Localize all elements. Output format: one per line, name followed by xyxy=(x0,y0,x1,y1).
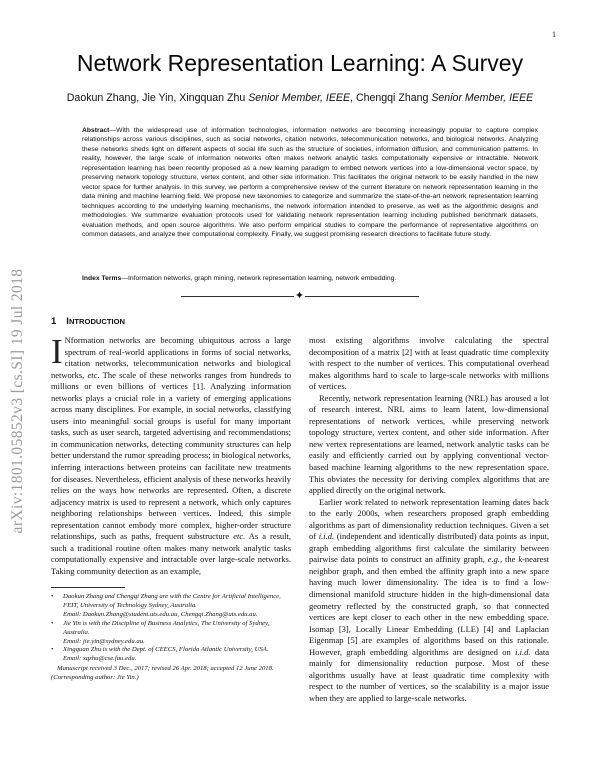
intro-text-lead: Nformation networks are becoming ubiquitous across a large spectrum of real-world applications in forms of social networks, citation networks, telecommunication networks and biological networks, xyxy=(51,335,291,380)
body-paragraph: most existing algorithms involve calculating the spectral decomposition of a matrix [2] with at least quadratic time complexity with respect to the number of vertices. This computational overhead makes algorithms hard to scale to large-scale networks with millions of vertices. xyxy=(309,335,549,392)
paper-title: Network Representation Learning: A Survey xyxy=(76,50,524,76)
intro-etc-2: etc. xyxy=(233,531,246,542)
para-text: (independent and identically distributed) data points as input, graph embedding algorithms first calculate the similarity between pairwise data points to construct an affinity graph, xyxy=(309,531,549,565)
para-k: k xyxy=(518,554,523,565)
para-text: Earlier work related to network representation learning dates back to the early 2000s, when researchers proposed graph embedding algorithms as part of dimensionality reduction techniques. Given a set of xyxy=(309,496,549,542)
footnote-rule xyxy=(51,587,125,588)
footnote-email[interactable]: Email: jie.yin@sydney.edu.au. xyxy=(63,637,145,645)
left-column xyxy=(51,332,292,577)
drop-cap: I xyxy=(51,332,63,371)
para-eg: e.g. xyxy=(487,554,501,565)
abstract-text: —With the widespread use of information technologies, information networks are becoming increasingly popular to capture complex relationships across various disciplines, such as social networks, citation networks, telecommunication networks, and biological networks. Analyzing these networks sheds light on different aspects of social life such as the structure of societies, information diffusion, and communication patterns. In reality, however, the large scale of information networks often makes network analytic tasks computationally expensive or intractable. Network representation learning has been recently proposed as a new learning paradigm to embed network vertices into a low-dimensional vector space, by preserving network topology structure, vertex content, and other side information. This facilitates the original network to be easily handled in the new vector space for further analysis. In this survey, we perform a comprehensive review of the current literature on network representation learning in the data mining and machine learning field. We propose new taxonomies to categorize and summarize the state-of-the-art network representation learning techniques according to the underlying learning mechanisms, the network information intended to preserve, as well as the algorithmic designs and methodologies. We summarize evaluation protocols used for validating network representation learning including published benchmark datasets, evaluation methods, and open source algorithms. We also perform empirical studies to compare the performance of representative algorithms on common datasets, and analyze their computational complexity. Finally, we suggest promising research directions to facilitate future study. xyxy=(82,127,538,238)
author-role: Senior Member, IEEE xyxy=(248,92,351,104)
para-text: -nearest neighbor graph, and then embed the affinity graph into a new space having much lower dimensionality. The idea is to find a low-dimensional manifold structure hidden in the high-dimensional data geometry reflected by the constructed graph, so that connected vertices are kept closer to each other in the new embedding space. Isomap [3], Locally Linear Embedding (LLE) [4] and Laplacian Eigenmap [5] are examples of algorithms based on this rationale. However, graph embedding algorithms are designed on xyxy=(309,554,549,657)
para-text: , the xyxy=(500,554,519,565)
footnote-item xyxy=(51,646,291,664)
body-paragraph: Recently, network representation learning (NRL) has aroused a lot of research interest. NRL aims to learn latent, low-dimensional representations of network vertices, while preserving network topology structure, vertex content, and other side information. After new vertex representations are learned, network analytic tasks can be easily and efficiently carried out by applying conventional vector-based machine learning algorithms to the new representation space. This obviates the necessity for deriving complex algorithms that are applied directly on the original network. xyxy=(309,392,549,496)
bullet-icon: • xyxy=(51,646,54,654)
right-column xyxy=(309,335,549,705)
index-terms-text: —Information networks, graph mining, network representation learning, network embedding. xyxy=(121,275,397,282)
intro-etc: etc. xyxy=(87,369,100,380)
divider-diamond-icon: ✦ xyxy=(294,290,305,302)
intro-paragraph xyxy=(51,332,292,577)
abstract-label: Abstract xyxy=(82,127,110,134)
intro-text-body: The scale of these networks ranges from hundreds to millions or even billions of vertices [1]. Analyzing information networks plays a crucial role in a variety of emerging applications across many disciplines. For example, in social networks, classifying users into meaningful social groups is useful for many important tasks, such as user search, targeted advertising and recommendations; in communication networks, detecting community structures can help better understand the rumor spreading process; in biological networks, inferring interactions between proteins can facilitate new treatments for diseases. Nevertheless, efficient analysis of these networks heavily relies on the ways how networks are represented. Often, a discrete adjacency matrix is used to represent a network, which only captures neighboring relationships between vertices. Indeed, this simple representation cannot embody more complex, higher-order structure relationships, such as paths, frequent substructure xyxy=(51,369,291,542)
author-names: Daokun Zhang, Jie Yin, Xingquan Zhu xyxy=(66,92,249,104)
section-number: 1 xyxy=(51,316,57,327)
arxiv-stamp[interactable]: arXiv:1801.05852v3 [cs.SI] 19 Jul 2018 xyxy=(9,268,26,534)
para-iid: i.i.d. xyxy=(318,531,335,542)
page-number: 1 xyxy=(552,30,556,39)
footnote-text: Xingquan Zhu is with the Dept. of CEECS, Florida Atlantic University, USA. xyxy=(63,646,269,654)
manuscript-note: Manuscript received 3 Dec., 2017; revised 26 Apr. 2018; accepted 12 June 2018. (Corresponding author: Jie Yin.) xyxy=(51,665,274,682)
index-terms xyxy=(82,275,538,282)
author-role-2: Senior Member, IEEE xyxy=(431,92,534,104)
footnotes xyxy=(51,593,291,683)
footnote-email[interactable]: Email: xqzhu@cse.fau.edu. xyxy=(63,655,137,663)
section-title-rest: NTRODUCTION xyxy=(68,317,126,326)
section-title-initial: I xyxy=(66,316,69,327)
author-names-2: , Chengqi Zhang xyxy=(350,92,432,104)
para-iid-2: i.i.d. xyxy=(515,646,531,657)
intro-text-end: As a result, such a traditional routine often makes many network analytic tasks computationally expensive and intractable over large-scale networks. Taking community detection as an example, xyxy=(51,531,292,576)
section-heading xyxy=(51,316,125,327)
abstract xyxy=(82,126,538,239)
footnote-email[interactable]: Email: Daokun.Zhang@student.uts.edu.au, Chengqi.Zhang@uts.edu.au. xyxy=(63,610,258,618)
para-text: data mainly for dimensionality reduction purpose. Most of these algorithms usually have at least quadratic time complexity with respect to the number of vertices, so the scalability is a major issue when they are applied to large-scale networks. xyxy=(309,646,549,703)
index-terms-label: Index Terms xyxy=(82,275,122,282)
footnote-item xyxy=(51,593,291,620)
footnote-text: Daokun Zhang and Chengqi Zhang are with the Centre for Artificial Intelligence, FEIT, University of Technology Sydney, Australia. xyxy=(63,593,281,609)
footnote-text: Jie Yin is with the Discipline of Business Analytics, The University of Sydney, Australia. xyxy=(63,619,270,636)
body-paragraph xyxy=(309,497,549,705)
footnote-item xyxy=(51,620,291,647)
author-line xyxy=(0,92,600,104)
bullet-icon: • xyxy=(51,619,54,627)
bullet-icon: • xyxy=(51,593,54,600)
